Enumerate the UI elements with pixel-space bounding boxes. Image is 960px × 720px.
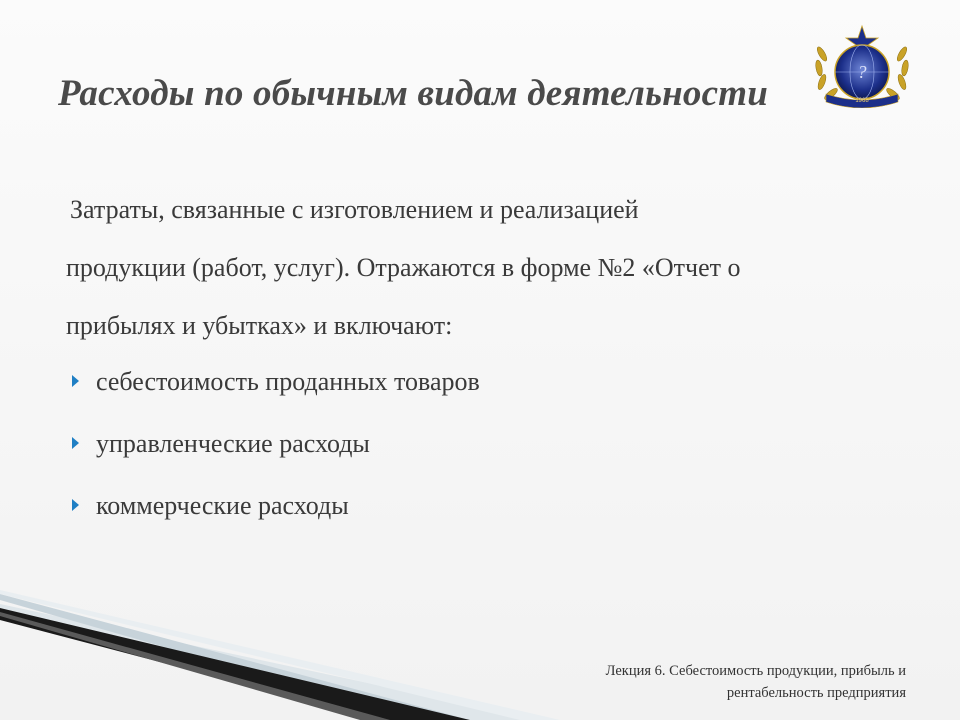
- bullet-text: себестоимость проданных товаров: [96, 367, 480, 396]
- list-item: [70, 351, 480, 413]
- intro-line: Затраты, связанные с изготовлением и реализацией: [70, 195, 639, 224]
- footer-line: рентабельность предприятия: [726, 685, 906, 701]
- bullet-text: управленческие расходы: [96, 429, 370, 458]
- intro-line: продукции (работ, услуг). Отражаются в форме №2 «Отчет о: [66, 253, 741, 282]
- footer-caption: [486, 660, 906, 704]
- bullet-arrow-icon: [70, 374, 80, 388]
- intro-line: прибылях и убытках» и включают:: [66, 311, 453, 340]
- footer-line: Лекция 6. Себестоимость продукции, прибыль и: [605, 663, 906, 679]
- bullet-arrow-icon: [70, 436, 80, 450]
- intro-paragraph: [66, 181, 846, 355]
- page-title: Расходы по обычным видам деятельности: [58, 73, 769, 114]
- svg-text:1968: 1968: [855, 98, 869, 104]
- bullet-text: коммерческие расходы: [96, 491, 349, 520]
- bullet-arrow-icon: [70, 498, 80, 512]
- svg-text:?: ?: [857, 62, 867, 82]
- bullet-list: [70, 351, 480, 537]
- university-emblem-icon: [812, 24, 912, 108]
- list-item: [70, 475, 480, 537]
- list-item: [70, 413, 480, 475]
